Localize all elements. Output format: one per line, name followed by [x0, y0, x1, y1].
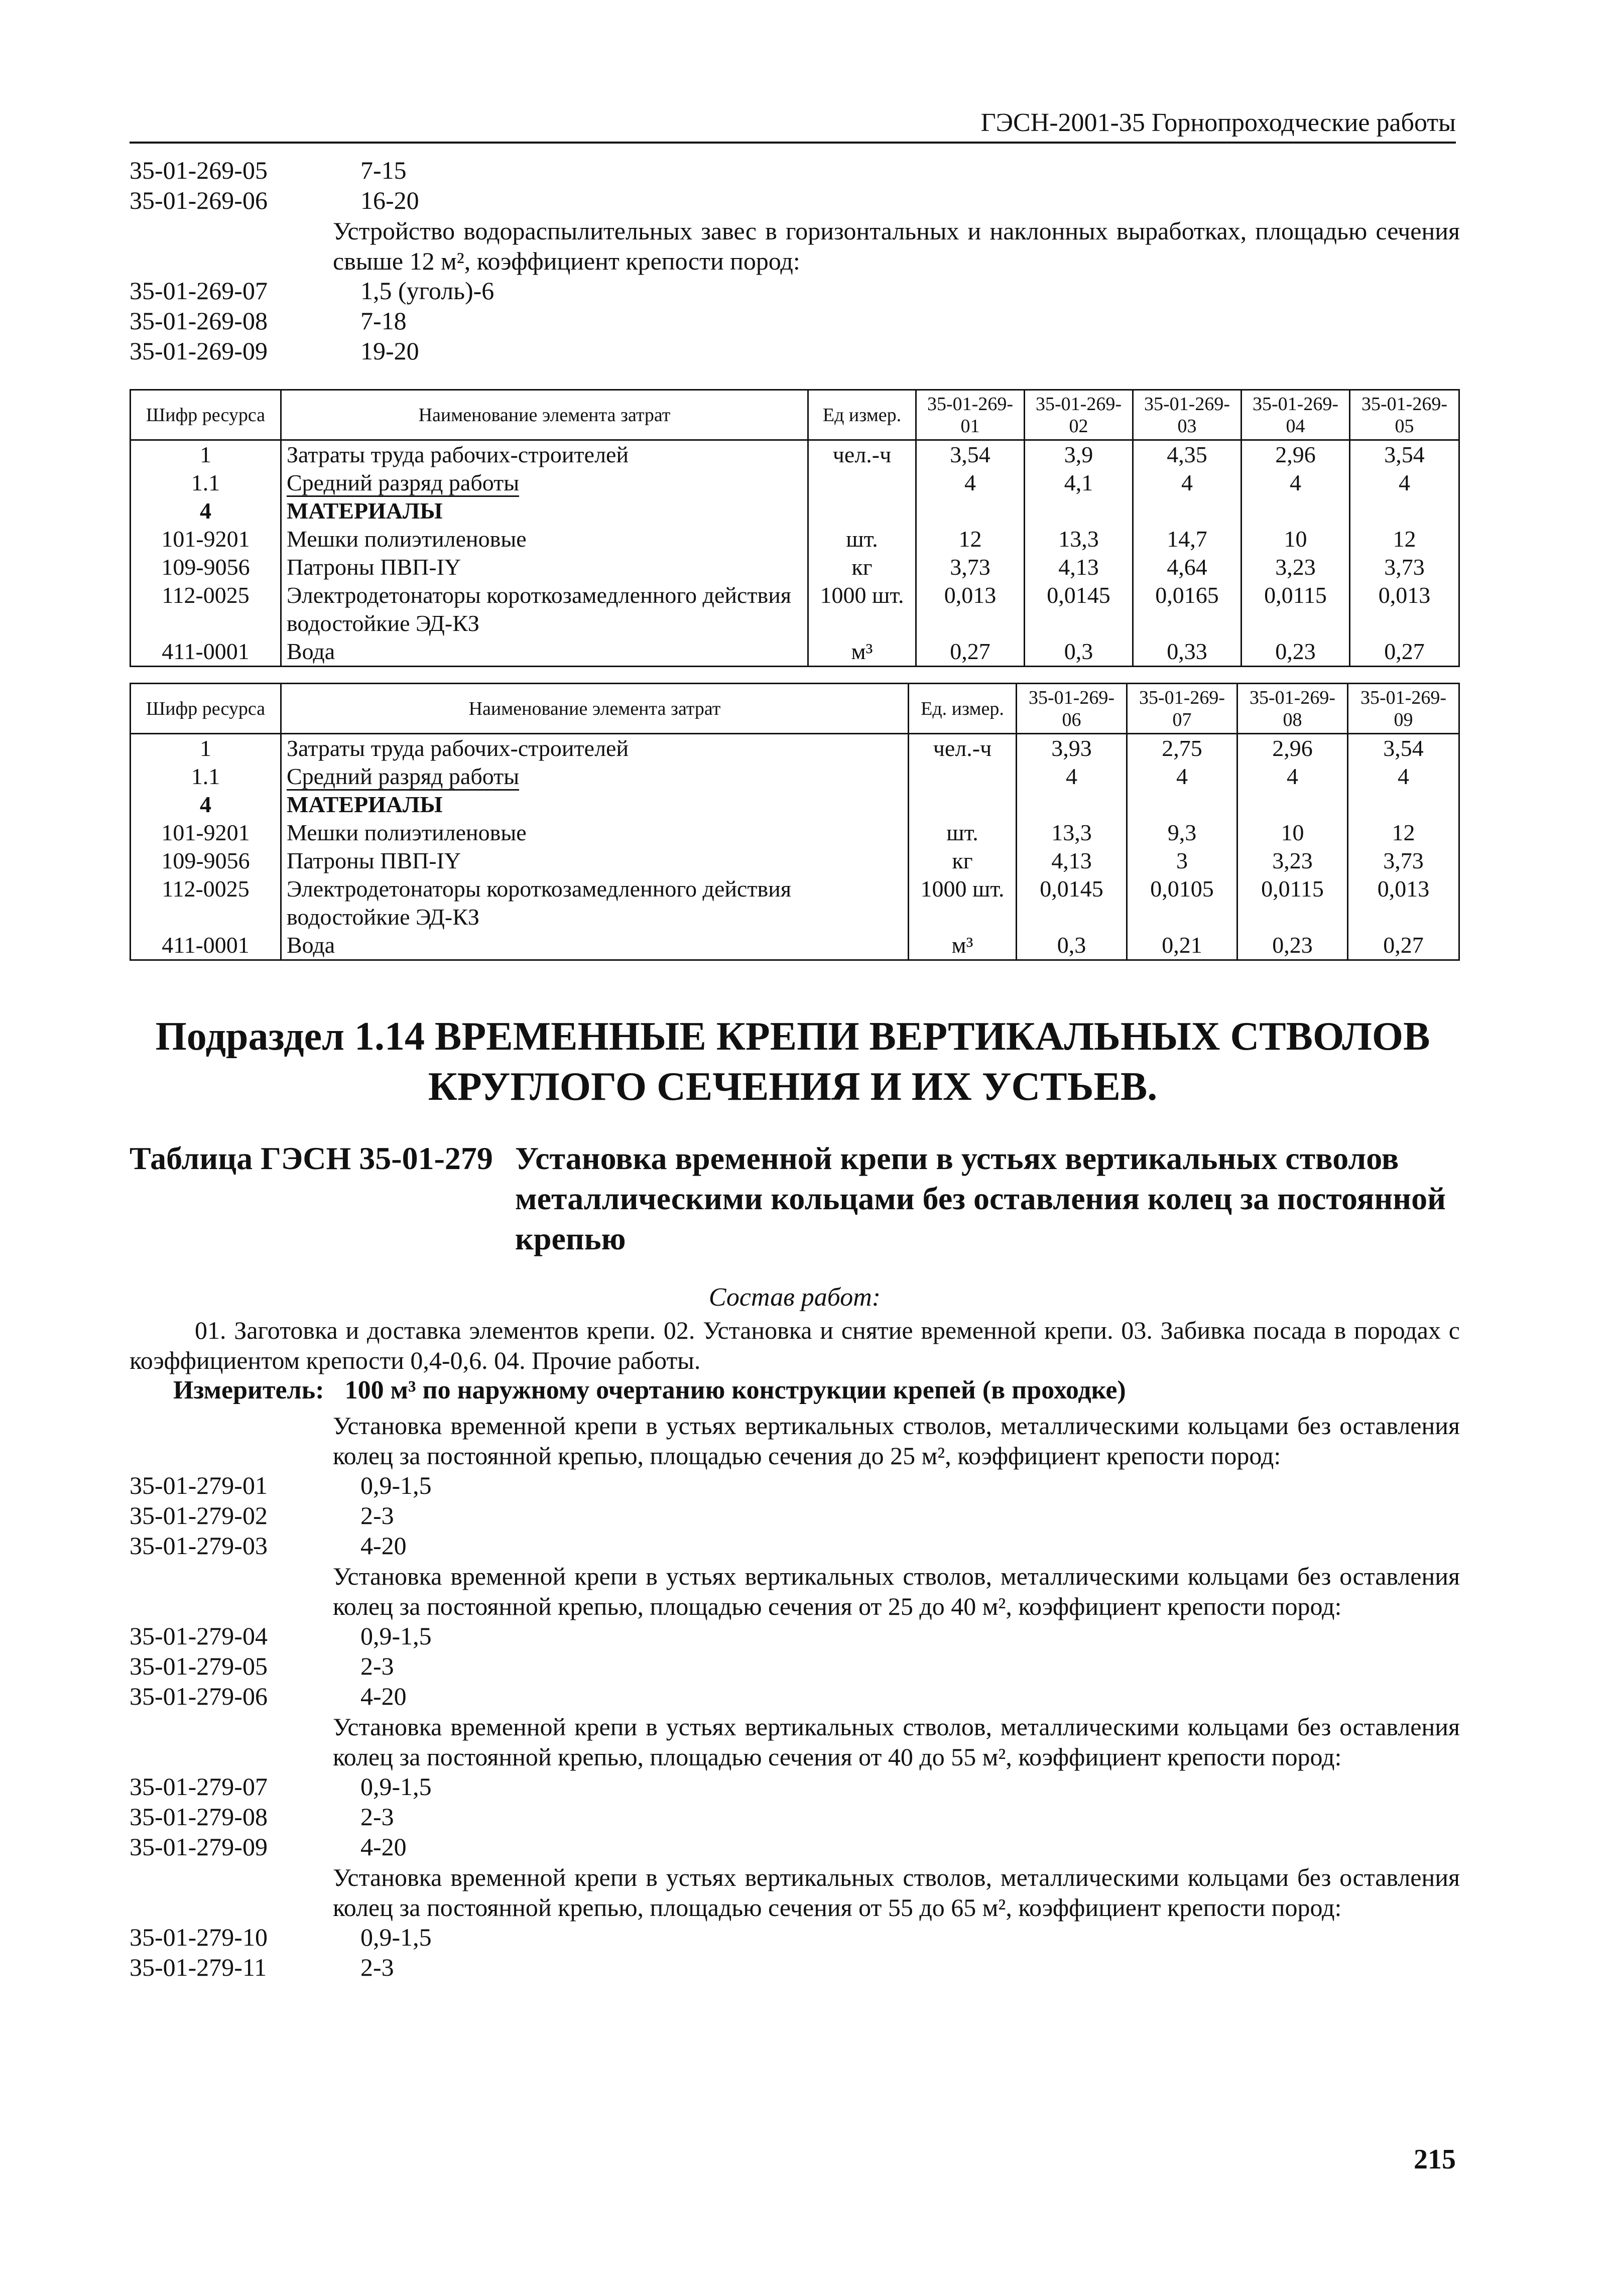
resource-code-cell: 1.1 — [131, 469, 281, 497]
value-cell: 3 — [1127, 847, 1237, 875]
value-cell — [1237, 791, 1348, 819]
value-cell — [1017, 762, 1127, 791]
value-cell: 12 — [1348, 819, 1459, 847]
col-header-norm: 35-01-269-09 — [1348, 684, 1459, 734]
col-header-unit: Ед. измер. — [909, 684, 1017, 734]
value-cell: 0,0145 — [1017, 875, 1127, 931]
resource-name-cell: Затраты труда рабочих-строителей — [281, 440, 808, 469]
value-cell: 0,0145 — [1025, 581, 1133, 637]
value-cell: 3,73 — [1350, 553, 1459, 581]
code: 35-01-269-08 — [130, 307, 268, 335]
range: 4-20 — [360, 1833, 407, 1861]
table-row — [131, 469, 1459, 497]
value-cell: 9,3 — [1127, 819, 1237, 847]
range: 4-20 — [360, 1532, 407, 1560]
resource-name-cell: Электродетонаторы короткозамедленного действия водостойкие ЭД-КЗ — [281, 875, 909, 931]
norm-code: 35-01-279-01 — [130, 1471, 268, 1499]
measure-line — [173, 1375, 1126, 1405]
code: 35-01-269-07 — [130, 277, 268, 305]
code-line — [130, 1923, 1460, 1953]
section-heading-line: КРУГЛОГО СЕЧЕНИЯ И ИХ УСТЬЕВ. — [428, 1065, 1158, 1109]
unit-cell — [808, 469, 916, 497]
unit-cell: кг — [808, 553, 916, 581]
code-line — [130, 156, 1460, 186]
value-text: 4 — [1176, 763, 1188, 789]
group-description: Установка временной крепи в устьях вертикальных стволов, металлическими кольцами без оставления колец за постоянной крепью, площадью сечения до 25 м², коэффициент крепости пород: — [333, 1412, 1460, 1470]
resource-name-text: Средний разряд работы — [287, 470, 519, 497]
resource-name-cell: МАТЕРИАЛЫ — [281, 497, 808, 525]
range: 2-3 — [360, 1501, 394, 1529]
code-line — [130, 1682, 1460, 1712]
range: 0,9-1,5 — [360, 1471, 432, 1499]
resource-name-cell: Вода — [281, 931, 909, 960]
resource-code-cell: 109-9056 — [131, 553, 281, 581]
col-header-name: Наименование элемента затрат — [281, 684, 909, 734]
page-number: 215 — [1414, 2144, 1456, 2175]
col-header-norm: 35-01-269-02 — [1025, 390, 1133, 440]
value-cell: 3,9 — [1025, 440, 1133, 469]
range: 2-3 — [360, 1953, 394, 1981]
norm-code: 35-01-279-04 — [130, 1622, 268, 1650]
resource-code-cell: 4 — [131, 497, 281, 525]
col-header-norm: 35-01-269-06 — [1017, 684, 1127, 734]
table-row — [131, 791, 1459, 819]
table-row — [131, 637, 1459, 667]
value-cell: 3,23 — [1237, 847, 1348, 875]
value-cell — [1350, 469, 1459, 497]
table-header-row — [131, 684, 1459, 734]
unit-cell: чел.-ч — [808, 440, 916, 469]
works-heading: Состав работ: — [708, 1283, 881, 1312]
value-cell — [916, 469, 1025, 497]
value-cell — [1025, 497, 1133, 525]
value-cell — [1350, 497, 1459, 525]
table-row — [131, 553, 1459, 581]
resource-name-text: Средний разряд работы — [287, 763, 519, 791]
resource-name-cell: Мешки полиэтиленовые — [281, 819, 909, 847]
value-cell: 4,64 — [1133, 553, 1242, 581]
table-row — [131, 581, 1459, 637]
col-header-norm: 35-01-269-05 — [1350, 390, 1459, 440]
value-text: 4 — [1398, 763, 1409, 789]
resource-name-cell: Патроны ПВП-IY — [281, 847, 909, 875]
range: 4-20 — [360, 1682, 407, 1710]
value-cell: 0,013 — [916, 581, 1025, 637]
norm-code: 35-01-279-08 — [130, 1803, 268, 1831]
running-title: ГЭСН-2001-35 Горнопроходческие работы — [980, 108, 1456, 137]
norm-code: 35-01-279-07 — [130, 1772, 268, 1801]
code: 35-01-269-05 — [130, 156, 268, 184]
resource-name-cell: Затраты труда рабочих-строителей — [281, 734, 909, 763]
value-text: 4 — [1399, 470, 1410, 495]
value-cell: 3,93 — [1017, 734, 1127, 763]
unit-cell — [909, 762, 1017, 791]
value-cell: 12 — [916, 525, 1025, 553]
col-header-unit: Ед измер. — [808, 390, 916, 440]
value-cell — [1133, 497, 1242, 525]
col-header-norm: 35-01-269-03 — [1133, 390, 1242, 440]
value-cell: 4,35 — [1133, 440, 1242, 469]
resource-name-cell: Электродетонаторы короткозамедленного действия водостойкие ЭД-КЗ — [281, 581, 808, 637]
code-line — [130, 1832, 1460, 1862]
code-line — [130, 1501, 1460, 1531]
group-description: Установка временной крепи в устьях вертикальных стволов, металлическими кольцами без оставления колец за постоянной крепью, площадью сечения от 40 до 55 м², коэффициент крепости пород: — [333, 1713, 1460, 1771]
col-header-name: Наименование элемента затрат — [281, 390, 808, 440]
range: 19-20 — [360, 337, 419, 365]
resource-name-cell — [281, 469, 808, 497]
section-heading — [130, 1011, 1456, 1112]
unit-cell: м³ — [808, 637, 916, 667]
value-cell — [1127, 791, 1237, 819]
value-cell: 3,54 — [916, 440, 1025, 469]
norm-code: 35-01-279-05 — [130, 1652, 268, 1680]
resource-name-cell: Вода — [281, 637, 808, 667]
value-cell: 0,27 — [1350, 637, 1459, 667]
value-cell: 0,3 — [1025, 637, 1133, 667]
range: 2-3 — [360, 1652, 394, 1680]
value-text: 4 — [1181, 470, 1193, 495]
value-cell: 14,7 — [1133, 525, 1242, 553]
value-cell: 0,27 — [1348, 931, 1459, 960]
table-row — [131, 875, 1459, 931]
value-cell — [1237, 762, 1348, 791]
code-line — [130, 1953, 1460, 1983]
value-cell: 13,3 — [1025, 525, 1133, 553]
resource-name-cell — [281, 762, 909, 791]
table-row — [131, 497, 1459, 525]
value-cell: 2,75 — [1127, 734, 1237, 763]
value-text: 4,1 — [1064, 470, 1093, 495]
resource-code-cell: 101-9201 — [131, 819, 281, 847]
norm-code: 35-01-279-02 — [130, 1501, 268, 1529]
unit-cell — [808, 497, 916, 525]
range: 16-20 — [360, 186, 419, 214]
resource-code-cell: 1 — [131, 734, 281, 763]
value-cell: 3,23 — [1242, 553, 1350, 581]
table-title-text: Установка временной крепи в устьях вертикальных стволов металлическими кольцами без оставления колец за постоянной крепью — [515, 1140, 1446, 1256]
code-line — [130, 1651, 1460, 1682]
value-cell: 10 — [1242, 525, 1350, 553]
col-header-norm: 35-01-269-07 — [1127, 684, 1237, 734]
code-line — [130, 1471, 1460, 1501]
col-header-norm: 35-01-269-04 — [1242, 390, 1350, 440]
col-header-code: Шифр ресурса — [131, 684, 281, 734]
value-cell: 2,96 — [1237, 734, 1348, 763]
group-description: Установка временной крепи в устьях вертикальных стволов, металлическими кольцами без оставления колец за постоянной крепью, площадью сечения от 25 до 40 м², коэффициент крепости пород: — [333, 1562, 1460, 1620]
resource-code-cell: 1 — [131, 440, 281, 469]
resource-name-cell: МАТЕРИАЛЫ — [281, 791, 909, 819]
unit-cell: шт. — [808, 525, 916, 553]
value-cell: 3,54 — [1348, 734, 1459, 763]
value-cell: 0,013 — [1348, 875, 1459, 931]
table-row — [131, 734, 1459, 763]
value-cell: 0,3 — [1017, 931, 1127, 960]
measure-text: 100 м³ по наружному очертанию конструкции крепей (в проходке) — [344, 1376, 1126, 1405]
value-cell — [1133, 469, 1242, 497]
resource-code-cell: 112-0025 — [131, 875, 281, 931]
running-header — [130, 100, 1456, 144]
value-cell: 10 — [1237, 819, 1348, 847]
value-cell — [1025, 469, 1133, 497]
unit-cell: кг — [909, 847, 1017, 875]
value-cell: 0,27 — [916, 637, 1025, 667]
unit-cell — [909, 791, 1017, 819]
value-cell: 0,0115 — [1237, 875, 1348, 931]
range: 2-3 — [360, 1803, 394, 1831]
norm-code: 35-01-279-06 — [130, 1682, 268, 1710]
value-cell: 0,0105 — [1127, 875, 1237, 931]
table-row — [131, 819, 1459, 847]
measure-label: Измеритель: — [173, 1376, 324, 1405]
resource-table-2 — [130, 683, 1460, 961]
resource-code-cell: 101-9201 — [131, 525, 281, 553]
unit-cell: шт. — [909, 819, 1017, 847]
col-header-code: Шифр ресурса — [131, 390, 281, 440]
resource-code-cell: 411-0001 — [131, 931, 281, 960]
resource-code-cell: 4 — [131, 791, 281, 819]
value-cell: 0,0165 — [1133, 581, 1242, 637]
range: 0,9-1,5 — [360, 1772, 432, 1801]
code-line — [130, 1621, 1460, 1651]
value-cell — [1242, 497, 1350, 525]
works-text: 01. Заготовка и доставка элементов крепи. 02. Установка и снятие временной крепи. 03. Забивка посада в породах с коэффициентом крепости 0,4-0,6. 04. Прочие работы. — [130, 1316, 1460, 1374]
range: 0,9-1,5 — [360, 1622, 432, 1650]
value-cell: 0,23 — [1237, 931, 1348, 960]
unit-cell: 1000 шт. — [808, 581, 916, 637]
value-cell — [1348, 791, 1459, 819]
table-header-row — [131, 390, 1459, 440]
norm-code: 35-01-279-11 — [130, 1953, 267, 1981]
value-cell: 12 — [1350, 525, 1459, 553]
value-cell: 0,23 — [1242, 637, 1350, 667]
range: 0,9-1,5 — [360, 1923, 432, 1951]
code-line — [130, 1772, 1460, 1802]
resource-code-cell: 109-9056 — [131, 847, 281, 875]
group-description: Установка временной крепи в устьях вертикальных стволов, металлическими кольцами без оставления колец за постоянной крепью, площадью сечения от 55 до 65 м², коэффициент крепости пород: — [333, 1863, 1460, 1922]
code-line — [130, 186, 1460, 216]
value-cell: 4,13 — [1025, 553, 1133, 581]
range: 1,5 (уголь)-6 — [360, 277, 494, 305]
resource-code-cell: 112-0025 — [131, 581, 281, 637]
value-cell: 0,013 — [1350, 581, 1459, 637]
norm-code: 35-01-279-10 — [130, 1923, 268, 1951]
resource-code-cell: 1.1 — [131, 762, 281, 791]
code-line — [130, 336, 1460, 366]
value-cell: 3,54 — [1350, 440, 1459, 469]
norm-code: 35-01-279-09 — [130, 1833, 268, 1861]
code-line — [130, 276, 1460, 306]
value-cell: 0,33 — [1133, 637, 1242, 667]
resource-code-cell: 411-0001 — [131, 637, 281, 667]
unit-cell: м³ — [909, 931, 1017, 960]
code-line — [130, 1802, 1460, 1832]
resource-table-1 — [130, 389, 1460, 667]
value-cell: 3,73 — [916, 553, 1025, 581]
value-text: 4 — [1287, 763, 1298, 789]
table-row — [131, 762, 1459, 791]
value-cell: 13,3 — [1017, 819, 1127, 847]
value-cell: 0,21 — [1127, 931, 1237, 960]
value-cell: 0,0115 — [1242, 581, 1350, 637]
code-line — [130, 1531, 1460, 1561]
code: 35-01-269-09 — [130, 337, 268, 365]
col-header-norm: 35-01-269-08 — [1237, 684, 1348, 734]
table-row — [131, 931, 1459, 960]
norm-code: 35-01-279-03 — [130, 1532, 268, 1560]
unit-cell: 1000 шт. — [909, 875, 1017, 931]
norm-code-list — [130, 1411, 1460, 1983]
value-cell: 4,13 — [1017, 847, 1127, 875]
value-text: 4 — [1290, 470, 1301, 495]
unit-cell: чел.-ч — [909, 734, 1017, 763]
value-cell: 3,73 — [1348, 847, 1459, 875]
table-title-label: Таблица ГЭСН 35-01-279 — [130, 1140, 493, 1176]
value-cell — [916, 497, 1025, 525]
item-description: Устройство водораспылительных завес в горизонтальных и наклонных выработках, площадью сечения свыше 12 м², коэффициент крепости пород: — [333, 217, 1460, 275]
resource-name-cell: Патроны ПВП-IY — [281, 553, 808, 581]
col-header-norm: 35-01-269-01 — [916, 390, 1025, 440]
section-heading-line: Подраздел 1.14 ВРЕМЕННЫЕ КРЕПИ ВЕРТИКАЛЬНЫХ СТВОЛОВ — [155, 1014, 1430, 1059]
value-cell — [1017, 791, 1127, 819]
code: 35-01-269-06 — [130, 186, 268, 214]
table-row — [131, 440, 1459, 469]
range: 7-18 — [360, 307, 407, 335]
range: 7-15 — [360, 156, 407, 184]
resource-name-cell: Мешки полиэтиленовые — [281, 525, 808, 553]
value-cell: 2,96 — [1242, 440, 1350, 469]
code-line — [130, 306, 1460, 336]
value-cell — [1348, 762, 1459, 791]
value-text: 4 — [1066, 763, 1077, 789]
table-row — [131, 525, 1459, 553]
value-text: 4 — [964, 470, 976, 495]
table-row — [131, 847, 1459, 875]
value-cell — [1127, 762, 1237, 791]
value-cell — [1242, 469, 1350, 497]
top-code-list — [130, 156, 1460, 366]
